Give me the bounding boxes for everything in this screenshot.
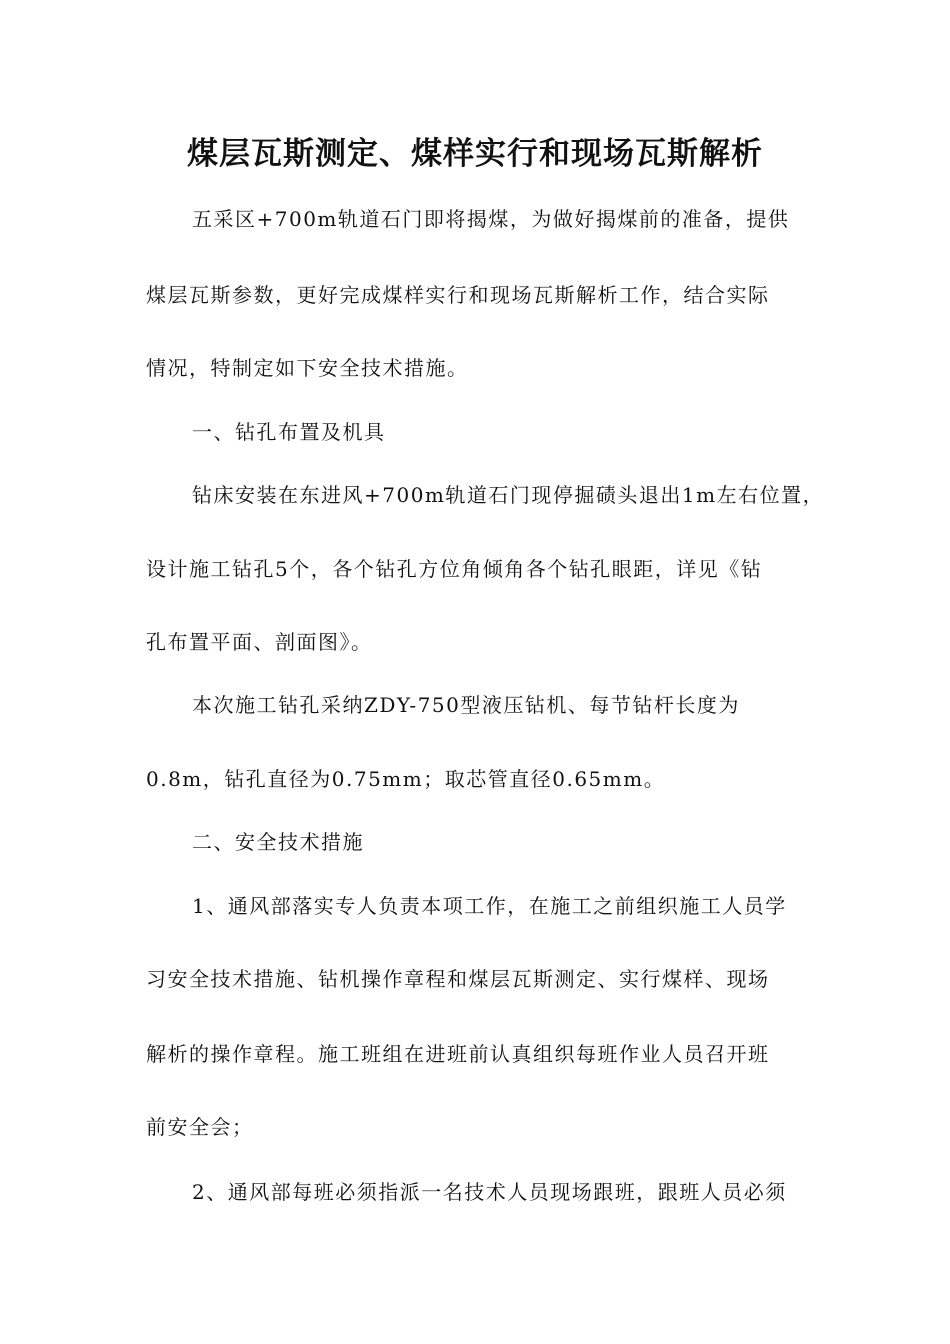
- paragraph-line: 煤层瓦斯参数，更好完成煤样实行和现场瓦斯解析工作，结合实际: [146, 283, 770, 307]
- paragraph-line: 习安全技术措施、钻机操作章程和煤层瓦斯测定、实行煤样、现场: [146, 967, 770, 991]
- paragraph-line: 解析的操作章程。施工班组在进班前认真组织每班作业人员召开班: [146, 1042, 770, 1066]
- section-heading: 二、安全技术措施: [192, 830, 364, 854]
- paragraph-line: 本次施工钻孔采纳ZDY-750型液压钻机、每节钻杆长度为: [192, 693, 740, 717]
- section-heading: 一、钻孔布置及机具: [192, 420, 386, 444]
- paragraph-line: 2、通风部每班必须指派一名技术人员现场跟班，跟班人员必须: [192, 1180, 787, 1204]
- paragraph-line: 孔布置平面、剖面图》。: [146, 630, 373, 654]
- paragraph-line: 钻床安装在东进风+700m轨道石门现停掘碛头退出1m左右位置，: [192, 483, 825, 507]
- document-title: 煤层瓦斯测定、煤样实行和现场瓦斯解析: [187, 136, 763, 172]
- paragraph-line: 前安全会；: [146, 1115, 254, 1139]
- paragraph-line: 0.8m，钻孔直径为0.75mm；取芯管直径0.65mm。: [146, 767, 666, 791]
- paragraph-line: 情况，特制定如下安全技术措施。: [146, 356, 469, 380]
- paragraph-line: 五采区+700m轨道石门即将揭煤，为做好揭煤前的准备，提供: [192, 207, 790, 231]
- paragraph-line: 1、通风部落实专人负责本项工作，在施工之前组织施工人员学: [192, 894, 787, 918]
- paragraph-line: 设计施工钻孔5个，各个钻孔方位角倾角各个钻孔眼距，详见《钻: [146, 557, 763, 581]
